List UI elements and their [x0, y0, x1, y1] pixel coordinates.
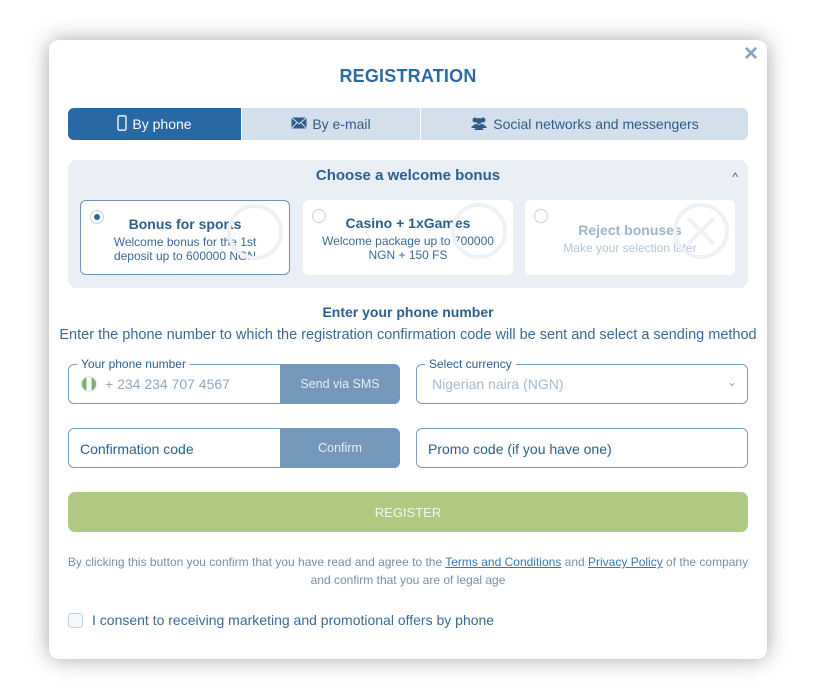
sports-ball-icon: [227, 204, 283, 260]
currency-select[interactable]: [416, 357, 748, 404]
currency-field-label: Select currency: [425, 357, 516, 371]
confirmation-code-input[interactable]: [68, 428, 400, 468]
phone-section-description: Enter the phone number to which the registration confirmation code will be sent and select a sending method: [59, 327, 757, 343]
bonus-section-title: Choose a welcome bonus: [315, 167, 501, 184]
bonus-option-title: Reject bonuses: [578, 222, 682, 238]
registration-method-tabs: [68, 108, 748, 140]
send-sms-button[interactable]: Send via SMS: [280, 364, 400, 404]
bonus-option-desc: Welcome bonus for the 1st deposit up to 600000 NGN: [113, 235, 257, 263]
marketing-consent[interactable]: [68, 612, 494, 628]
tab-by-email[interactable]: [241, 108, 420, 140]
phone-number-input[interactable]: [68, 357, 400, 404]
bonus-option-desc: Make your selection later: [563, 241, 697, 255]
confirm-button[interactable]: Confirm: [280, 428, 400, 468]
envelope-icon: [291, 116, 307, 132]
terms-and-conditions-link[interactable]: Terms and Conditions: [445, 555, 562, 569]
confirmation-code-placeholder: Confirmation code: [80, 441, 194, 457]
radio-unselected[interactable]: [312, 209, 326, 223]
users-icon: [470, 116, 488, 133]
bonus-option-title: Bonus for sports: [128, 216, 242, 232]
consent-label: I consent to receiving marketing and promotional offers by phone: [92, 612, 495, 628]
terms-text: [59, 553, 757, 589]
bonus-option-title: Casino + 1xGames: [345, 215, 471, 231]
promo-code-input[interactable]: [416, 428, 748, 468]
terms-suffix: of the company and confirm that you are of legal age: [310, 555, 749, 587]
currency-value: Nigerian naira (NGN): [432, 376, 564, 392]
welcome-bonus-section: [68, 160, 748, 288]
phone-icon: [117, 115, 127, 134]
close-icon[interactable]: ×: [743, 40, 758, 67]
radio-unselected[interactable]: [534, 209, 548, 223]
phone-section-title: Enter your phone number: [322, 304, 494, 320]
casino-chip-icon: [451, 203, 507, 259]
phone-number-value: + 234 234 707 4567: [105, 376, 230, 392]
tab-by-phone[interactable]: [68, 108, 241, 140]
register-button[interactable]: REGISTER: [68, 492, 748, 532]
tab-label: By phone: [132, 116, 192, 132]
reject-x-icon: [673, 203, 729, 259]
terms-and: and: [561, 555, 589, 569]
chevron-down-icon: ⌄: [726, 375, 737, 389]
radio-selected[interactable]: [90, 210, 104, 224]
phone-field-label: Your phone number: [77, 357, 190, 371]
chevron-up-icon[interactable]: ^: [732, 170, 738, 184]
bonus-option-desc: Welcome package up to 700000 NGN + 150 FS: [322, 234, 494, 262]
tab-label: Social networks and messengers: [493, 116, 699, 132]
modal-title: REGISTRATION: [339, 66, 477, 86]
terms-prefix: By clicking this button you confirm that you have read and agree to the: [67, 555, 446, 569]
bonus-option-casino[interactable]: [303, 200, 513, 275]
tab-social-networks[interactable]: [420, 108, 748, 140]
nigeria-flag-icon[interactable]: [81, 376, 97, 392]
bonus-option-sports[interactable]: [80, 200, 290, 275]
registration-modal: [49, 40, 767, 659]
promo-code-placeholder: Promo code (if you have one): [428, 441, 612, 457]
privacy-policy-link[interactable]: Privacy Policy: [588, 555, 663, 569]
consent-checkbox[interactable]: [68, 613, 83, 628]
tab-label: By e-mail: [312, 116, 371, 132]
bonus-option-reject[interactable]: [525, 200, 735, 275]
